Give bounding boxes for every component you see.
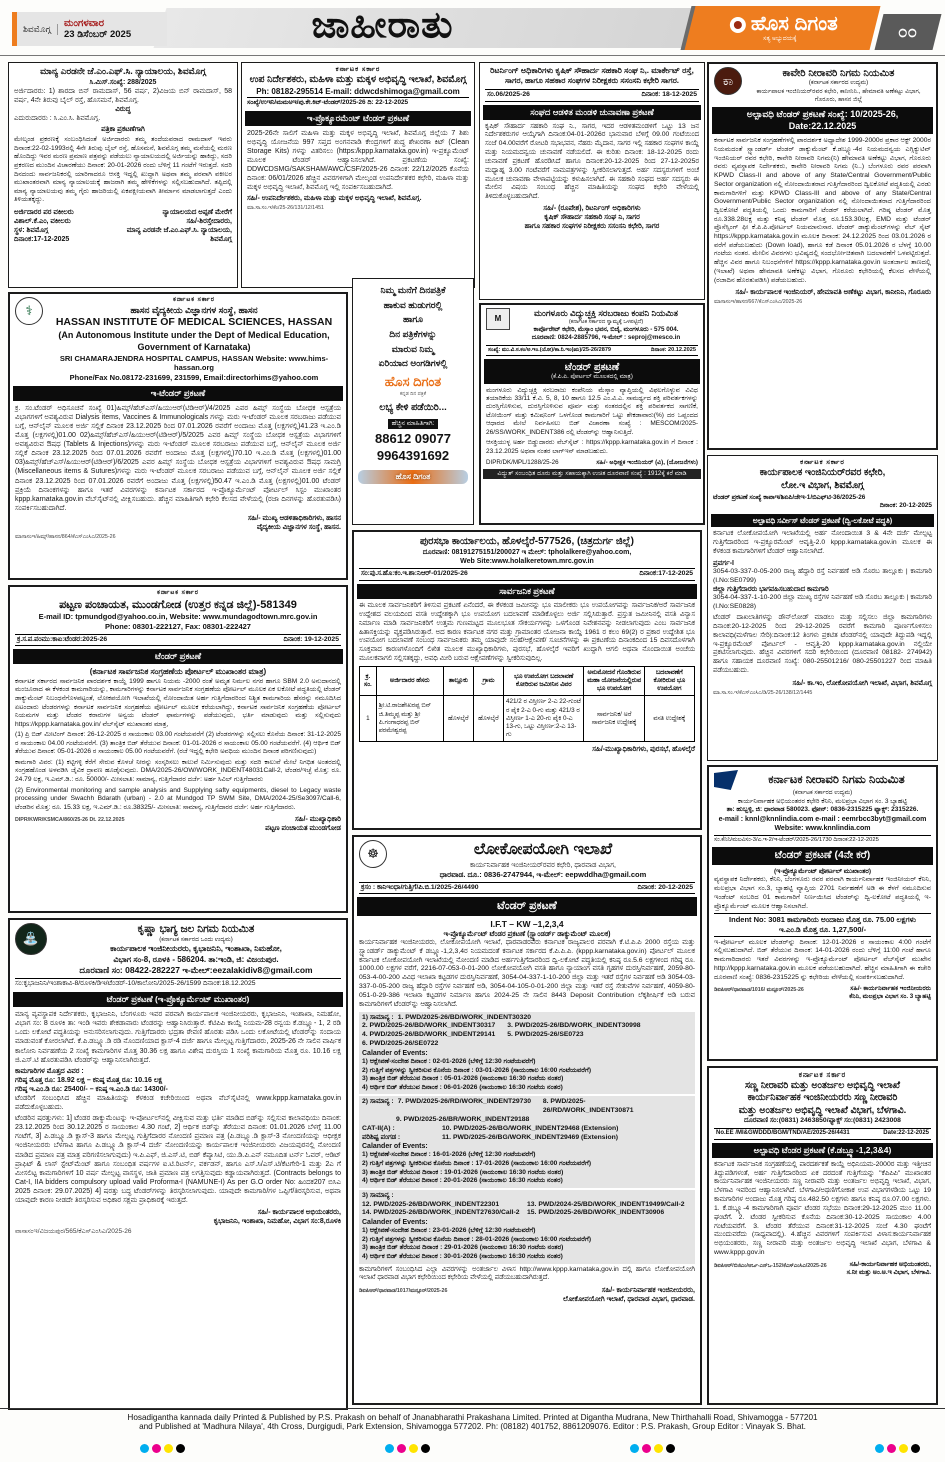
masthead-name: ಹೊಸ ದಿಗಂತ xyxy=(750,13,838,35)
hims-gov: ಕರ್ನಾಟಕ ಸರ್ಕಾರ xyxy=(173,297,215,303)
mibgm-gov: ಕರ್ನಾಟಕ ಸರ್ಕಾರ xyxy=(798,1072,847,1079)
wcd-gov: ಕರ್ನಾಟಕ ಸರ್ಕಾರ xyxy=(335,66,381,73)
cmyk-registration-marks xyxy=(875,1444,920,1453)
knnl-name: ಕರ್ನಾಟಕ ನೀರಾವರಿ ನಿಗಮ ನಿಯಮಿತ xyxy=(768,773,905,786)
magenta-dot xyxy=(152,1444,161,1453)
group-label: 1) ಸಾಮಾನ್ಯ : xyxy=(362,1013,394,1021)
cal-line: 4) ಆರ್ಥಿಕ ಬಿಡ್ ತೆರೆಯುವ ದಿನಾಂಕ : 30-01-2026 (ಸಾಯಂಕಾಲ 16:30 ಗಂಟೆಯ ನಂತರ) xyxy=(362,1252,563,1260)
knnl-sub2: ಕಾರ್ಯನಿರ್ವಾಹಕ ಅಭಿಯಂತರರ ಕಛೇರಿ ಕೆನಿನಿ, ಮಲಪ್ರಭಾ ವಿಭಾಗ ಸಂ. 3 ಬ್ಯಾಹಟ್ಟಿ xyxy=(737,797,908,805)
table-row: 1 ಶ್ರೀ.ಟಿ.ರಾಜಶೇಖರಪ್ಪ ಬಿನ್ ಜಿ.ತಿಮ್ಮಪ್ಪ ಮತ್ತು ಶ್ರೀ ಪಿ.ಗಂಗಾಧರಪ್ಪ ಬಿನ್ ಪರಮೇಶ್ವರಪ್ಪ ಹೊಳಲ್ಕೆರೆ ಹೊಳಲ್ಕೆರೆ 421/2 ರ ವಿಸ್ತೀರ್ಣ 2-ಎ 22-ಗುಂಟೆ ರ ಪೈಕಿ 2-ಎ 0-ಗು ಮತ್ತು 421/3 ರ ವಿಸ್ತೀರ್ಣ 1-ಎ 20-ಗು ಪೈಕಿ 0-ಎ 13-ಗು, ಒಟ್ಟು ವಿಸ್ತೀರ್ಣ:2-ಎ 13-ಗು ಸಾರ್ವಜನಿಕ/ ಅರೆ ಸಾರ್ವಜನಿಕ ಉದ್ದೇಶಕ್ಕೆ ವಸತಿ ಉದ್ದೇಶಕ್ಕೆ xyxy=(360,696,695,742)
holalkere-col: ಬದಲಾವಣೆಗೆ ಕೋರಿರುವ ಭೂ ಉಪಯೋಗ xyxy=(644,666,694,696)
knnl-highlight2: ಇ.ಎಂ.ಡಿ ಮೊತ್ತ ರೂ. 1,27,500/- xyxy=(714,925,931,937)
court-title: ಮಾನ್ಯ ಎರಡನೇ ಜೆ.ಎಂ.ಎಫ್.ಸಿ. ನ್ಯಾಯಾಲಯ, ಶಿವಮೊಗ್ಗ xyxy=(40,66,206,76)
kbjnl-code: ವಾಸಾಸಂಇ/ವಿಜಯಪುರ/565/ಕೆಎಸ್‌ಎಂಸಿಎ/2025-26 xyxy=(15,1228,132,1236)
housead-info-label: ಹೆಚ್ಚಿನ ಮಾಹಿತಿಗಾಗಿ: xyxy=(388,419,439,429)
cmyk-registration-marks xyxy=(140,1444,185,1453)
page-header xyxy=(0,0,945,56)
pwddwd-body: ಕಾರ್ಯನಿರ್ವಾಹಕ ಇಂಜಿನೀಯರರು, ಲೋಕೋಪಯೋಗಿ ಇಲಾಖೆ, ಧಾರವಾಡರವರು ಕರ್ನಾಟಕ ರಾಜ್ಯಪಾಲರ ಪರವಾಗಿ ಕೆ.ಟಿ.ಪಿ.ಪಿ 2000 ರಸ್ತೆಯ ಮತ್ತು ಸ್ಟ್ಯಾಂಡರ್ಡ್ ಡಾಕ್ಯುಮೆಂಟ್ ಕೆ ಡಬ್ಲ್ಯೂ-1,2,3,4ರ ನಿಯಮದಂತೆ ಕರ್ನಾಟಕ ಸರ್ಕಾರದ ಕೆ.ಪಿ.ಪಿ.ಪಿ. (kppp.karnataka.gov.in) ಪೋರ್ಟಲ್ ಮೂಲಕ ಕರ್ನಾಟಕ ಲೋಕೋಪಯೋಗಿ ಇಲಾಖೆಯಲ್ಲಿ ನೋಂದಣಿ ಮಾಡಿದ ಅರ್ಹಗುತ್ತಿಗೆದಾರರಿಂದ ದ್ವಿ-ಲಕೋಟೆ ಪದ್ಧತಿಯಲ್ಲಿ ಕನಿಷ್ಠ ರೂ.5.6 ಲಕ್ಷಗಳಿಂದ ಗರಿಷ್ಠ ರೂ. 1000.00 ಲಕ್ಷಗಳ ವರೆಗೆ, 2216-07-053-0-01-200 ಲೋಕೋಪಯೋಗಿ ವಸತಿ ಹಾಗೂ ನ್ಯಾಯಾಂಗ ವಸತಿ ಗೃಹಗಳ ದುರಸ್ತಿ/ನಿರ್ವಹಣೆ, 2059-80-053-4-00-200 ವಿವಿಧ ಇಲಾಖಾ ಕಟ್ಟಡಗಳ ದುರಸ್ತಿ/ನಿರ್ವಹಣೆ, 3054-04-337-1-10-200 ಜಿಲ್ಲಾ ಮತ್ತು ಇತರೆ ರಸ್ತೆಗಳ ನಿರ್ವಹಣೆ ಅಡಿ 3054-03-337-0-05-200 ರಾಜ್ಯ ಹೆದ್ದಾರಿ ರಸ್ತೆಗಳ ನಿರ್ವಹಣೆ ಅಡಿ, 3054-04-105-0-01-200 ಜಿಲ್ಲಾ ಮತ್ತು ಇತರೆ ರಸ್ತೆ ಸೇತುವೆಗಳ ನಿರ್ವಹಣೆ, 4059-80-051-0-29-386 ಇಲಾಖಾ ಕಟ್ಟಡಗಳ ನಿರ್ಮಾಣ ಹಾಗೂ 2024-25 ನೇ ಸಾಲಿನ 8443 Deposit Contribution ಲೆಕ್ಕಶೀರ್ಷಿಕೆ ಅಡಿ ಬರುವ ಕಾಮಗಾರಿಗಳಿಗೆ ಟೆಂಡರ್‌ನ್ನು ಆಹ್ವಾನಿಸಲಾಗಿದೆ. xyxy=(359,938,695,1008)
mundgod-code: DIPR/KWR/KSMCA/860/25-26 Dt. 22.12.2025 xyxy=(15,817,125,824)
work-indent: 6. PWD/2025-26/SE0722 xyxy=(362,1040,439,1048)
cauvery-name: ಕಾವೇರಿ ನೀರಾವರಿ ನಿಗಮ ನಿಯಮಿತ xyxy=(782,68,895,79)
mundgod-bar: ಟೆಂಡರ್ ಪ್ರಕಟಣೆ xyxy=(13,649,343,664)
pwdsmg-dept1: ಕಾರ್ಯಪಾಲಕ ಇಂಜಿನಿಯರ್‌ರವರ ಕಛೇರಿ, xyxy=(759,467,886,479)
election-body: ಕೃಷಿಕ್ ಸೌಹಾರ್ದ ಸಹಕಾರಿ ಸಂಘ ನಿ., ಸಾಗರ, ಇದರ ಆಡಳಿತಮಂಡಳಿಗೆ ಒಟ್ಟು 13 ಜನ ನಿರ್ದೇಶಕರುಗಳ ಆಯ್ಕೆಗಾಗಿ ದಿನಾಂಕ:04-01-2026ರ ಭಾನುವಾರ ಬೆಳಿಗ್ಗೆ 09.00 ಗಂಟೆಯಿಂದ ಸಂಜೆ 04.00ವರೆಗೆ ರೋಟರಿ ಸಭಾಭವನ, ನೆಹರು ಮೈದಾನ, ಸಾಗರ ಇಲ್ಲಿ ಸಹಕಾರ ಸಂಘಗಳ ಕಾಯ್ದೆ ಮತ್ತು ನಿಯಮದನ್ವಯ ಚುನಾವಣೆ ನಡೆಯಲಿದೆ. ಈ ಕುರಿತು ದಿನಾಂಕ: 18-12-2025 ರಂದು ಚುನಾವಣೆ ಪ್ರಕಟಣೆ ಹೊರಡಿಸಿದೆ ಹಾಗೂ ದಿನಾಂಕ:20-12-2025 ರಿಂದ 27-12-2025ರ ಮಧ್ಯಾಹ್ನ 3.00 ಗಂಟೆವರೆಗೆ ನಾಮಪತ್ರಗಳನ್ನು ಸ್ವೀಕರಿಸಲಾಗುತ್ತದೆ. ಅರ್ಹ ಸದಸ್ಯರುಗಳಿಗೆ ಅಂಚೆ ಮೂಲಕ ಚುನಾವಣಾ ವೇಳಾಪಟ್ಟಿಯನ್ನು ಕಳುಹಿಸಲಾಗಿದೆ. ಈ ಸಹಕಾರಿ ಸಂಘದ ಅರ್ಹ ಸದಸ್ಯರು ಈ ಮೇಲಿನ ವಿಷಯ ಸಂಬಂಧ ಹೆಚ್ಚಿನ ಮಾಹಿತಿಯನ್ನು ಸಂಘದ ಕಛೇರಿ ವೇಳೆಯಲ್ಲಿ ತಿಳಿದುಕೊಳ್ಳಬಹುದಾಗಿದೆ. xyxy=(485,122,699,201)
election-sig3: ಹಾಗೂ ಸಹಕಾರ ಸಂಘಗಳ ನಿರೀಕ್ಷಕರು ಸಸಂಸನಿ ಕಛೇರಿ, ಸಾಗರ xyxy=(524,223,660,231)
work-indent: 5. PWD/2025-26/SE0723 xyxy=(507,1031,584,1039)
masthead-tagline: ಸತ್ಯ ಅಭ್ಯುದಯಕ್ಕೆ xyxy=(762,36,797,42)
hosadigantha-logo-icon xyxy=(729,17,745,33)
knnl-p1: ವ್ಯವಸ್ಥಾಪಕ ನಿರ್ದೇಶಕರು, ಕೆನಿನಿ, ಬೆಂಗಳೂರು ರವರ ಪರವಾಗಿ ಕಾರ್ಯನಿರ್ವಾಹಕ ಇಂಜಿನೀಯರ್ ಕೆನಿನಿ, ಮಲಪ್ರಭಾ ವಿಭಾಗ ಸಂ.3, ಬ್ಯಾಹಟ್ಟಿ ವ್ಯಾಪ್ತಿಯ 2701 ನಿರ್ವಹಣೆಗೆ ಅಡಿ ಈ ಕೆಳಗೆ ನಮೂದಿಸುವ ಇಂಡೆಂಟ್ ಸಂಬರಿದ 01 ಕಾಮಗಾರಿಗೆ ನಿರ್ಣಯಿಸಿದ ಟೆಂಡರ್‌ನ್ನು ದ್ವಿ-ಲಕೋಟೆ ಪದ್ಧತಿಯಲ್ಲಿ ಇ-ಪ್ರೊಕ್ಯೂರ್ಮೆಂಟ್ ಮೂಲಕ ಆಹ್ವಾನಿಸಲಾಗಿದೆ. xyxy=(714,876,931,910)
cal-line: 4) ಆರ್ಥಿಕ ಬಿಡ್ ತೆರೆಯುವ ದಿನಾಂಕ : 06-01-2026 (ಸಾಯಂಕಾಲ 16:30 ಗಂಟೆಯ ನಂತರ) xyxy=(362,1083,563,1091)
holalkere-ref-date: ದಿನಾಂಕ:17-12-2025 xyxy=(639,570,693,578)
kbjnl-sub3: ವಿಭಾಗ ಸಂ-8, ರೂಳಕಿ - 586204. ತಾ:ಇಂಡಿ, ಜಿ: ವಿಜಯಪುರ. xyxy=(113,954,279,964)
holalkere-bar: ಸಾರ್ವಜನಿಕ ಪ್ರಕಟಣೆ xyxy=(357,584,697,599)
mundgod-contact2: Phone: 08301-222127, Fax: 08301-222427 xyxy=(105,621,251,631)
work-indent: 15. PWD/2025-26/BD/WORK_INDENT30906 xyxy=(527,1209,665,1217)
housead-line: ಏರಿಯಾದ ಅಂಗಡಿಗಳಲ್ಲಿ xyxy=(378,358,448,369)
cal-title: Calander of Events: xyxy=(362,1143,428,1151)
pwdsmg-cat: ಪ್ರವರ್ಗ-I xyxy=(713,559,734,567)
work-indent: 9. PWD/2025-26/BR/WORK_INDENT29188 xyxy=(396,1115,530,1123)
mibgm-code: ಡಿಐಪಿಆರ್/ಬಿಜಿಎಂ/ಆರ್ಒ-ಎನ್ಒ-152/ಕೆಎಸ್ಎಂಸಿಎ/2025-26 xyxy=(714,1262,827,1269)
cmyk-registration-marks xyxy=(385,1444,430,1453)
pwddwd-name: ಲೋಕೋಪಯೋಗಿ ಇಲಾಖೆ xyxy=(473,841,613,858)
mescom-sub1: (ಕರ್ನಾಟಕ ಸರ್ಕಾರದ ಸ್ವಾಮ್ಯಕ್ಕೆ ಒಳಪಟ್ಟಿದೆ) xyxy=(568,319,644,326)
st-label: ಪರಿಶಿಷ್ಟ ಪಂಗಡ : xyxy=(362,1133,401,1141)
cal-line: 1) ಆಕ್ಷೇಪಣೆ-ಸಂದೇಹ ದಿನಾಂಕ : 23-01-2026 (ಬೆಳಿಗ್ಗೆ 12:30 ಗಂಟೆಯವರೆಗೆ) xyxy=(362,1227,536,1235)
ad-election-notice xyxy=(479,62,705,300)
court-versus: ವಿರುದ್ಧ xyxy=(115,105,131,113)
cal-line: 1) ಆಕ್ಷೇಪಣೆ-ಸಂದೇಹ ದಿನಾಂಕ : 16-01-2026 (ಬೆಳಿಗ್ಗೆ 12:30 ಗಂಟೆಯವರೆಗೆ) xyxy=(362,1151,536,1159)
hims-en-sub: (An Autonomous Institute under the Dept of Medical Education, Government of Karnataka) xyxy=(58,330,330,352)
knnl-bar-sub: (ಇ-ಪ್ರೊಕ್ಯೂರ್ಮೆಂಟ್ ಪೋರ್ಟಲ್ ಮುಖಾಂತರ) xyxy=(774,868,871,876)
work-indent: 3. PWD/2025-26/BD/WORK_INDENT30998 xyxy=(507,1022,641,1030)
kbjnl-sig: ಸಹಿ/- ಕಾರ್ಯಪಾಲಕ ಅಭಿಯಂತರರು, ಕೃಭಾಜನಿನಿ, ಇಂಶಾಖಾ, ನಿಮಹೋ, ವಿಭಾಗ ಸಂ:8,ರೂಳಕಿ xyxy=(213,1209,341,1226)
kbjnl-bar: ಟೆಂಡರ್ ಪ್ರಕಟಣೆ (ಇ-ಪ್ರೊಕ್ಯೂರ್ಮೆಂಟ್ ಮುಖಾಂತರ) xyxy=(13,992,343,1007)
mescom-body: ಮಂಗಳೂರು ವಿದ್ಯುಚ್ಛಕ್ತಿ ಸರಬರಾಜು ಕಂಪೆನಿಯ ಮೆಸ್ಕಾಂ ವ್ಯಾಪ್ತಿಯಲ್ಲಿ ವಿಫಲಗೊಳ್ಳುವ ವಿವಿಧ ತಯಾರಿಕೆಯ 33/11 ಕೆ.ವಿ. 5, 8, 10 ಹಾಗೂ 12.5 ಎಂ.ವಿ.ಎ. ಸಾಮರ್ಥ್ಯದ ಶಕ್ತಿ ಪರಿವರ್ತಕಗಳನ್ನು ದುರಸ್ತಿಗೊಳಿಸುವ, ದುರಸ್ತಿಗೊಳಿಸುವ ಪೂರ್ವ ಮತ್ತು ನಂತರದಲ್ಲಿನ ಶಕ್ತಿ ಪರಿವರ್ತಕದ ಸಾಗಣಿಕೆ, ಟೋಯಿಂಗ್ ಮತ್ತು ಕಮಿಷನಿಂಗ್ ಒಳಗೊಂಡ ಕಾಮಗಾರಿಗೆ ಒಟ್ಟು ಶೇಕಡಾವಾರು(%) ದರ ಒಪ್ಪಂದದ ಆಧಾರದ ಮೇಲೆ ನಿರ್ವಹಿಸಲು ಬಿಡ್ ವಿಚಾರಣಾ ಸಂಖ್ಯೆ : MESCOM/2025-26/SS/WORK_INDENT386 ರಲ್ಲಿ ಟೆಂಡರ್‌ನ್ನು ಆಹ್ವಾನಿಸುತ್ತಿದೆ. xyxy=(486,386,698,436)
holalkere-col: ಕ್ರ. ಸಂ. xyxy=(360,666,377,696)
knnl-sub3: ತಾ: ಹುಬ್ಬಳ್ಳಿ, ಜಿ: ಧಾರವಾಡ 580023. ಫೋನ್: 0836-2315225 ಫ್ಯಾಕ್ಸ್: 2315226. xyxy=(726,806,919,814)
cal-line: 1) ಆಕ್ಷೇಪಣೆ-ಸಂದೇಹ ದಿನಾಂಕ : 02-01-2026 (ಬೆಳಿಗ್ಗೆ 12:30 ಗಂಟೆಯವರೆಗೆ) xyxy=(362,1057,536,1065)
cauvery-body: ಕರ್ನಾಟಕ ಸಾರ್ವಜನಿಕ ಸಂಗ್ರಹಣೆಗಳಲ್ಲಿ ಪಾರದರ್ಶಕ ಅಧ್ಯಾದೇಶ 1999-2000ರ ಪ್ರಕಾರ ಆಕ್ಟ್ 2000ರ ನಿಯಮದಂತೆ ಸ್ಟ್ಯಾಂಡರ್ಡ್ ಟೆಂಡರ್ ಡಾಕ್ಯುಮೆಂಟ್ ಕೆ.ಡಬ್ಲ್ಯೂ-4ರ ನಿಯಮದನ್ವಯ ಎಗ್ಸಿಕ್ಯುಟಿವ್ ಇಂಜಿನಿಯರ್ ರವರ ಕಛೇರಿ, ಕಾವೇರಿ ನೀರಾವರಿ ನಿಗಮ(ನಿ) ಹೇಮಾವತಿ ಅಣೆಕಟ್ಟು ವಿಭಾಗ, ಗೊರೂರು ರವರು ವ್ಯವಸ್ಥಾಪಕ ನಿರ್ದೇಶಕರು, ಕಾವೇರಿ ನೀರಾವರಿ ನಿಗಮ (ನಿ..) ಬೆಂಗಳೂರು ರವರ ಪರವಾಗಿ KPWD Class-II and above of any State/Central Government/Public Sector organization ನಲ್ಲಿ ನೋಂದಾಯಿತರಾದ ಗುತ್ತಿಗೆದಾರರಿಂದ ದ್ವಿಲಕೋಟೆ ಪದ್ಧತಿಯಲ್ಲಿ ಎರಡು ಕಾಮಗಾರಿಗಳಿಗೆ ಮತ್ತು KPWD Class-III and above of any State/Central Government/Public Sector organization ನಲ್ಲಿ ನೋಂದಾಯಿತರಾದ ಗುತ್ತಿಗೆದಾರರಿಂದ ದ್ವಿಲಕೋಟೆ ಪದ್ಧತಿಯಲ್ಲಿ ಒಂದು ಕಾಮಗಾರಿಗೆ ಟೆಂಡರ್ ಕರೆಯಲಾಗಿದೆ. ಗರಿಷ್ಠ ಟೆಂಡರ್ ಮೊತ್ತ ರೂ.338.28ಲಕ್ಷ ಮತ್ತು ಕನಿಷ್ಠ ಟೆಂಡರ್ ಮೊತ್ತ ರೂ.153.30ಲಕ್ಷ, EMD ಮತ್ತು ಟೆಂಡರ್ ಪ್ರೊಸೆಸ್ಸಿಂಗ್ ಫೀ ಕೆ.ಪಿ.ಪಿ.ಪೋರ್ಟಲ್ ನಿಯಮಾನುಸಾರ. ಟೆಂಡರ್ ಡಾಕ್ಯುಮೆಂಟ್‌ಗಳನ್ನು ವೆಬ್ ಸೈಟ್ https://kppp.karnataka.gov.in ಮೂಲಕ ದಿನಾಂಕ: 24.12.2025 ರಿಂದ 03.01.2026 ರ ವರೆಗೆ ಪಡೆಯಬಹುದು (Down load), ಹಾಗೂ ಕಡೆ ದಿನಾಂಕ 05.01.2026 ರ ಬೆಳಗ್ಗೆ 10.00 ಗಂಟೆಯ ನಂತರ. ಮೇಲಿನ ವಿವರಗಳು ಭವಿಷ್ಯದಲ್ಲಿ ಸಂದರ್ಭೋಚಿತವಾಗಿ ಬದಲಾವಣೆಗೆ ಒಳಪಟ್ಟಿರುತ್ತದೆ. ಹೆಚ್ಚಿನ ವಿವರ ಹಾಗೂ ನಿಬಂಧನೆಗಳಿಗೆ https://kppp.karnataka.gov.in ಅಂತರ್ಜಾಲ ತಾಣದಲ್ಲಿ (ಇಲಾಖೆ) ಅಥವಾ ಹೇಮಾವತಿ ಅಣೆಕಟ್ಟು ವಿಭಾಗ, ಗೊರೂರು ಕಛೇರಿಯಲ್ಲಿ ಕೆಲಸದ ವೇಳೆಯಲ್ಲಿ (ರಜಾದಿನ ಹೊರತುಪಡಿಸಿ) ಪಡೆಯಬಹುದು. xyxy=(714,137,931,284)
pwdsmg-note1: ಜಿಲ್ಲಾ ಗುತ್ತಿಗೆದಾರರು ಭಾಗವಹಿಸಬಹುದಾದ ಕಾಮಗಾರಿ xyxy=(713,585,829,593)
election-ref-no: ಸಂ.06/2025-26 xyxy=(487,90,530,98)
holalkere-title: ಪುರಸಭಾ ಕಾರ್ಯಾಲಯ, ಹೊಳಲ್ಕೆರೆ-577526, (ಚಿತ್ರದುರ್ಗ ಜಿಲ್ಲೆ) xyxy=(420,536,634,547)
edition-city: ಶಿವಮೊಗ್ಗ xyxy=(17,24,58,35)
page-title: ಜಾಹೀರಾತು xyxy=(311,4,454,45)
mescom-bar: ಟೆಂಡರ್ ಪ್ರಕಟಣೆ (ಕೆ.ಪಿ.ಪಿ. ಪೋರ್ಟಲ್ ಮೂಲಕದಲ್ಲಿ ಮಾತ್ರ) xyxy=(484,359,700,384)
ad-pwd-dharwad xyxy=(352,835,702,1405)
pwdsmg-p2: ಟೆಂಡರ್ ದಾಖಲಾತಿಗಳನ್ನು ಡೌನ್‌ಲೋಡ್ ಮಾಡಲು ಮತ್ತು ಸಲ್ಲಿಸಲು ಜಿಲ್ಲಾ ಕಾಮಗಾರಿಗಳು ದಿನಾಂಕ:20-12-2025 ರಿಂದ 29-12-2025 ರವರೆಗೆ ಕಾಮಗಾರಿ ಪೂರ್ಣಗೊಳಿಸಲು ಕಾಲಾವಧಿ(ಮಳೆಗಾಲ ಸೇರಿ):ದಿನಾಂಕ:12 ತಿಂಗಳು ಪ್ರಕಟಿತ ಟೆಂಡರ್‌ನಲ್ಲಿ ಯಾವುದೇ ತಿದ್ದುಪಡಿ ಇದ್ದಲ್ಲಿ ಇ-ಪ್ರಕ್ಯೂರಮೆಂಟ್ ಪೋರ್ಟಲ್ - ಆವೃತ್ತಿ-20 kppp.karnataka.gov.in ನಲ್ಲಿಯೇ ಪ್ರಕಟಿಸಲಾಗುವುದು. ಹೆಚ್ಚಿನ ವಿವರಗಳಿಗೆ ಸದರಿ ಕಛೇರಿಯಿಂದ (ದೂರವಾಣಿ 08182- 274942) ಹಾಗೂ ಸಹಾಯಕ ದೂರವಾಣಿ ಸಂಖ್ಯೆ: 080-25501216/ 080-25501227 ರಿಂದ ಮಾಹಿತಿ ಪಡೆಯಬಹುದು. xyxy=(713,614,932,675)
court-respondents: ಎದುರುದಾರರು : ಸಿ.ಎಂ.ಸಿ. ಶಿವಮೊಗ್ಗ. xyxy=(14,115,101,123)
hims-campus: SRI CHAMARAJENDRA HOSPITAL CAMPUS, HASSAN Website: www.hims-hassan.org xyxy=(59,353,329,373)
knnl-sub4: e-mail : knnl@knnlindia.com e-mail : eemrbcc3byt@gmail.com xyxy=(718,815,927,823)
kbjnl-sub4: ದೂರವಾಣಿ ಸಂ: 08422-282227 ಇ-ಮೇಲ್:eezalakidiv8@gmail.com xyxy=(79,965,313,976)
kbjnl-logo-icon: ⛲ xyxy=(15,923,47,955)
pwddwd-sub2: ಧಾರವಾಡ. ದೂ.: 0836-2747944, ಇ-ಮೇಲ್: eepwddha@gmail.com xyxy=(439,869,647,879)
knnl-sub1: (ಕರ್ನಾಟಕ ಸರ್ಕಾರದ ಉದ್ಯಮ) xyxy=(792,790,853,796)
mescom-sub3: ದೂರವಾಣಿ: 0824-2885796, ಇ-ಮೇಲ್ : seproj@mesco.in xyxy=(531,334,681,342)
pwddwd-sig: ಸಹಿ/- ಕಾರ್ಯನಿರ್ವಾಹಕ ಇಂಜಿನೀಯರರು, ಲೋಕೋಪಯೋಗಿ ಇಲಾಖೆ, ಧಾರವಾಡ ವಿಭಾಗ, ಧಾರವಾಡ. xyxy=(563,1287,695,1304)
wcd-title: ಉಪ ನಿರ್ದೇಶಕರು, ಮಹಿಳಾ ಮತ್ತು ಮಕ್ಕಳ ಅಭಿವೃದ್ಧಿ ಇಲಾಖೆ, ಶಿವಮೊಗ್ಗ xyxy=(249,74,467,86)
knnl-logo-icon xyxy=(714,770,738,790)
mescom-sub2: ಕಾರ್ಪೊರೇಟ್ ಕಛೇರಿ, ಮೆಸ್ಕಾಂ ಭವನ, ಬಿಜೈ, ಮಂಗಳೂರು - 575 004. xyxy=(533,326,679,334)
mundgod-contact1: E-mail ID: tpmundgod@yahoo.co.in, Website: www.mundagodtown.mrc.gov.in xyxy=(38,612,318,622)
mibgm-dept2: ಕಾರ್ಯನಿರ್ವಾಹಕ ಇಂಜಿನೀಯರರು ಸಣ್ಣ ನೀರಾವರಿ xyxy=(747,1092,898,1104)
hims-logo-icon: ⚕ xyxy=(15,297,43,325)
pwddwd-ift: I.F.T – KW –1,2,3,4 xyxy=(490,918,564,929)
holalkere-col: ಅರ್ಜಿದಾರರ ಹೆಸರು xyxy=(376,666,443,696)
page-number: ೦೦ xyxy=(898,22,918,41)
election-ref-date: ದಿನಾಂಕ: 18-12-2025 xyxy=(641,90,697,98)
kbjnl-p1: ಮಾನ್ಯ ವ್ಯವಸ್ಥಾಪಕ ನಿರ್ದೇಶಕರು, ಕೃಭಾಜನಿನಿ, ಬೆಂಗಳೂರು ಇವರ ಪರವಾಗಿ ಕಾರ್ಯಪಾಲಕ ಇಂಜಿನೀಯರರು, ಕೃಭಾಜನಿನಿ, ಇಂಶಾಖಾ, ನಿಮಹೋ, ವಿಭಾಗ ಸಂ: 8 ರೂಳಕಿ ತಾ: ಇಂಡಿ ಇವರು ಶೇಕಡಾವಾರು ಟೆಂಡರನ್ನು ಆಹ್ವಾನಿಸಿರುತ್ತಾರೆ. ಕೆಟಿಪಿಪಿ ಕಾಯ್ದೆ ನಿಯಮ-28 ರನ್ವಯ ಕೆ.ಡಬ್ಲ್ಯೂ- 1, 2 ರಡಿ ಒಂದು ಲಕೋಟೆ ಪದ್ಧತಿಯನ್ನು ಅನುಸರಿಸಲಾಗುವುದು. ಗುತ್ತಿಗೆದಾರರು ಭದ್ರತಾ ಠೇವಣಿ ಹೊರತು ಪಡಿಸಿ ಒಂದು ಲಕೋಟೆಯಲ್ಲಿ ಟೆಂಡರ್‌ನ್ನು ಸಂದಾಯ ಮಾಡುವಂತೆ ಕೋರಲಾಗಿದೆ. ಕೆ.ಪಿ.ಡಬ್ಲ್ಯೂ.ಡಿ ರಡಿ ನೊಂದಣಿಯಾದ ಕ್ಲಾಸ್-4 ದರ್ಜೆ ಹಾಗೂ ಮೇಲ್ಪಟ್ಟ ಗುತ್ತಿಗೆದಾರರು, 2025-26 ನೇ ಸಾಲಿನ ವಾರ್ಷಿಕ ಕಾಲೋನಿ ನಿರ್ವಹಣೆಯ 2 ಸಂಖ್ಯೆ ಕಾಮಗಾರಿಗಳ ಮೊತ್ತ 30.36 ಲಕ್ಷ ಹಾಗೂ ವಿಶೇಷ ದುರಸ್ತಿಯ 1 ಸಂಖ್ಯೆ ಕಾಮಗಾರಿಯ ಮೊತ್ತ ರೂ. 10.16 ಲಕ್ಷ ಜಿ.ಎಸ್.ಟಿ ಹೊರತುಪಡಿಸಿ ಟೆಂಡರ್‌ನ್ನು ಆಹ್ವಾನಿಸಲಾಗಿರುತ್ತದೆ. xyxy=(15,1011,341,1064)
mescom-code: DIPR/DK/MPL/1288/25-26 xyxy=(486,459,559,467)
mibgm-ref-no: No.EE /MI&GWDDD/BGM/TND/AE/2025-26/4431 xyxy=(716,1129,850,1136)
pwdsmg-date: ದಿನಾಂಕ: 20-12-2025 xyxy=(879,502,932,510)
ad-holalkere-notice xyxy=(352,530,702,830)
ad-court-notice xyxy=(8,62,238,288)
holalkere-table xyxy=(359,666,695,742)
holalkere-body: ಈ ಮೂಲಕ ಸಾರ್ವಜನಿಕರಿಗೆ ತಿಳಿಸುವ ಪ್ರಕಟಣೆ ಏನೆಂದರೆ, ಈ ಕೆಳಕಂಡ ಜಮೀನನ್ನು ಭೂ ಮಾಲೀಕರು ಭೂ ಉಪಯೋಗವನ್ನು ಸಾರ್ವಜನಿಕ/ಅರೆ ಸಾರ್ವಜನಿಕ ಉದ್ದೇಶದ ವಲಯದಿಂದ ವಸತಿ ಉದ್ದೇಶಕ್ಕಾಗಿ ಭೂ ಉಪಯೋಗ ಬದಲಾವಣೆ ಮಾಡಿಕೊಳ್ಳಲು ಅರ್ಜಿ ಸಲ್ಲಿಸಿರುತ್ತಾರೆ. ಪ್ರಸ್ತುತ ಜಮೀನಿನಲ್ಲಿ ವಸತಿ ವಿನ್ಯಾಸ ನಿರ್ಮಾಣ ಮಾಡಿ ಸಾರ್ವಜನಿಕರಿಗೆ ಉತ್ತಮ ಗುಣಮಟ್ಟದ ಮೂಲಭೂತ ಸೌಕರ್ಯಗಳನ್ನು ಒಳಗೊಂಡ ನಿವೇಶನವನ್ನು ನೀಡಲಾಗುವುದು ಎಂಬ ಸಾರ್ವಜನಿಕ ಹಿತಾಸಕ್ತಿಯನ್ನು ವ್ಯಕ್ತಪಡಿಸಿರುತ್ತಾರೆ. ಅದ ಕಾರಣ ಕರ್ನಾಟಕ ನಗರ ಮತ್ತು ಗ್ರಾಮಾಂತರ ಯೋಜನಾ ಕಾಯ್ದೆ 1961 ರ ಕಲಂ 69(2) ರ ಪ್ರಕಾರ ಉದ್ದೇಶಿತ ಭೂ ಉಪಯೋಗ ಬದಲಾವಣೆ ಸಂಬಂಧ ಸಾರ್ವಜನಿಕರು ತಮ್ಮ ಯಾವುದೇ ಸಲಹೆ/ಆಕ್ಷೇಪಣೆ/ ಸೂಚನೆಗಳನ್ನು ಈ ಪ್ರಕಟಣೆಯ ದಿನಾಂಕದಿಂದ 15 ದಿವಸದೊಳಗಾಗಿ ಸೂಕ್ತವಾದ ಕಾರಣಗಳೊಂದಿಗೆ ಲಿಖಿತ ಮೂಲಕ ಮುಖ್ಯಾಧಿಕಾರಿಗಳು, ಪುರಸಭೆ, ಹೊಳಲ್ಕೆರೆ ಇವರಿಗೆ ಖುದ್ದಾಗಿ ಆಗಲಿ ಅಥವಾ ನೊಂದಾಯಿತ ಅಂಚೆಯ ಮೂಲಕವಾಗಲಿ ಸಲ್ಲಿಸತಕ್ಕದ್ದು, ಅವಧಿ ಮೀರಿ ಬರುವ ಆಕ್ಷೇಪಣೆಗಳನ್ನು ಸ್ವೀಕರಿಸುವುದಿಲ್ಲ. xyxy=(359,602,695,663)
housead-line: ದಿನ ಪತ್ರಿಕೆಗಳನ್ನು xyxy=(389,329,437,340)
group-label: 3) ಸಾಮಾನ್ಯ : xyxy=(362,1191,394,1199)
kbjnl-sub1: (ಕರ್ನಾಟಕ ಸರ್ಕಾರದ ಒಂದು ಉದ್ಯಮ) xyxy=(159,936,233,943)
pwddwd-group2 xyxy=(359,1096,695,1187)
mescom-body2: ಆಸಕ್ತಿಯುಳ್ಳ ಅರ್ಹ ಬಿಡ್ಡುದಾರರು ವೆಬ್‌ಸೈಟ್ : https://kppp.karnataka.gov.in ಗೆ ದಿನಾಂಕ : 23.12.2025 ಅಥವಾ ನಂತರ ಲಾಗ್‌ಇನ್ ಮಾಡಬಹುದು. xyxy=(486,439,698,455)
cauvery-logo-icon: ಕಾ xyxy=(714,67,742,95)
knnl-ref: ಸಂ.ಕೆನಿನಿ/ಮಲವಿಸಂ-3/ಎ.ಇ-2/ಇ-ಟೆಂಡರ್/2025-26/1730 ದಿನಾಂಕ:22-12-2025 xyxy=(714,835,931,845)
cat2-label: CAT-II(A) : xyxy=(362,1124,395,1132)
kbjnl-amt-title: ಕಾಮಗಾರಿಗಳ ಮೊತ್ತದ ವಿವರ : xyxy=(15,1067,84,1075)
hims-kn-name: ಹಾಸನ ವೈದ್ಯಕೀಯ ವಿಜ್ಞಾನಗಳ ಸಂಸ್ಥೆ, ಹಾಸನ xyxy=(130,304,258,315)
mibgm-bar: ಅಲ್ಪಾವಧಿ ಟೆಂಡರ ಪ್ರಕಟಣೆ (ಕೆ.ಡಬ್ಲ್ಯೂ-1,2,3&4) xyxy=(712,1143,933,1158)
work-indent: 1. PWD/2025-26/BD/WORK_INDENT30320 xyxy=(397,1013,532,1021)
kbjnl-p3: ಟೆಂಡರಿನ ಷರತ್ತುಗಳು: 1] ಟೆಂಡರ ಡಾಕ್ಯುಮೆಂಟನ್ನು ಇ-ಪೋರ್ಟಲ್‌ನಲ್ಲಿ ವೀಕ್ಷಿಸುವ ಮತ್ತು ಭರ್ತಿ ಮಾಡಿದ ಬಿಡ್‌ನ್ನು ಸಲ್ಲಿಸುವ ಕಾಲಾವಧಿಯು ದಿನಾಂಕ: 23.12.2025 ರಿಂದ 30.12.2025 ರ ಸಾಯಂಕಾಲ 4.30 ಗಂಟೆ, 2] ಆರ್ಥಿಕ ಬಿಡ್‌ನ್ನು ತೆರೆಯುವ ದಿನಾಂಕ: 01.01.2026 ಬೆಳಗ್ಗೆ 11.00 ಗಂಟೆಗೆ, 3] ಪಿ.ಡಬ್ಲ್ಯೂ.ಡಿ ಕ್ಲಾಸ್-3 ಹಾಗೂ ಮೇಲ್ಪಟ್ಟ ಗುತ್ತಿಗೆದಾರರ ನೋಂದಣಿ ಪ್ರಮಾಣ ಪತ್ರ (ಪಿ.ಡಬ್ಲ್ಯೂ.ಡಿ ಕ್ಲಾಸ್-3 ನೋಂದಣಿಯನ್ನು ಆಧೀಕ್ಷಕ ಇಂಜಿನೀಯರರು ಬೆಳಗಾವಿ ಹಾಗೂ ಪಿ.ಡಬ್ಲ್ಯೂ.ಡಿ ಕ್ಲಾಸ್-4 ದರ್ಜೆ ನೋಂದಣಿಯನ್ನು ಕಾರ್ಯಪಾಲಕ ಇಂಜಿನೀಯರರು ವಿಜಯಪುರನಲ್ಲಿ ನೋಂದಣಿ ಮಾಡಿದ ಪ್ರಮಾಣ ಪತ್ರ ಮಾತ್ರ ಪರಿಗಣಿಸಲಾಗುವುದು) ಇ.ಪಿ.ಎಫ್, ಜಿ.ಎಸ್.ಟಿ, ಬಿಡ್ ಕೆಪ್ಯಾಸಿಟಿ, ಯು.ಡಿ.ಪಿ.ಎನ್ ನಮೂದಿತ ಟರ್ನ್ ಓವರ್, ಆಡಿಟ್ ಪ್ರಾಫಿಟ್ & ಲಾಸ್ ಸ್ಟೇಟ್‌ಮೆಂಟ್ ಹಾಗೂ ಸಂಬಂಧಿತ ವರ್ಷಗಳ ಐ.ಟಿ.ರಿಟರ್ನ್, ವರ್ಕಡನ್, ಹಾಗೂ ಎಸ್.ಸಿ/ಎಸ್.ಟಿ/ಕೆಟಗೇರಿ-1 ಮತ್ತು 2ಎ ಗೆ ಮೀಸಲಿಟ್ಟ ಕಾಮಗಾರಿಗಳಿಗೆ 10 ವರ್ಷ ಮೇಲ್ಪಟ್ಟ ವಾಸಸ್ಥಳ, ಜಾತಿ ಪ್ರಮಾಣ ಪತ್ರ ಲಗತ್ತಿಸುವುದು ಕಡ್ಡಾಯವಾಗಿರುತ್ತದೆ. (Contracts belongs to Cat-I, IIA bidders compulsory upload valid Proforma-I (NAMUNE-I) As per G.O order No: ಹಿಂದಕ207 ಬಿಸಿಎ 2025 ದಿನಾಂಕ: 29.07.2025) 4] ಷರತ್ತು ಬದ್ಧ ಟೆಂಡರ್‌ಗಳನ್ನು ತಿರಸ್ಕರಿಸಲಾಗುವುದು. ಯಾವುದೇ ಕಾಮಗಾರಿ/ಗಳ ಒಪ್ಪಿಗೆ/ತಿರಸ್ಕರಿಸುವ, ಅಥವಾ ಯಾವುದೇ ಕಾರಣ ನೀಡದೇ ತಿರಸ್ಕರಿಸುವ ಅಧಿಕಾರ ಸಕ್ಷಮ ಪ್ರಾಧಿಕಾರಕ್ಕೆ ಇರುತ್ತದೆ. xyxy=(15,1115,341,1205)
yellow-dot xyxy=(164,1444,173,1453)
hims-sig2: ವೈದ್ಯಕೀಯ ವಿಜ್ಞಾನಗಳ ಸಂಸ್ಥೆ, ಹಾಸನ. xyxy=(256,524,341,532)
cauvery-sub2: ಕಾರ್ಯಪಾಲಕ ಇಂಜಿನಿಯರ್‌ರವರ ಕಛೇರಿ, ಕಾನೀನಿನಿ., ಹೇಮಾವತಿ ಅಣೆಕಟ್ಟು ವಿಭಾಗ, ಗೊರೂರು, ಹಾಸನ ಜಿಲ್ಲೆ xyxy=(756,87,921,103)
holalkere-ref-no: ಸಂ:ಪು.ಸ.ಹೊ:ಕಂ.ಇ.ಶಾ:ನಿಆರ್-01/2025-26 xyxy=(361,570,468,578)
cal-line: 2) ಗುತ್ತಿಗೆ ಪತ್ರಗಳನ್ನು ಸ್ವೀಕರಿಸುವ ಕೊನೆಯ ದಿನಾಂಕ : 03-01-2026 (ಸಾಯಂಕಾಲ 16:00 ಗಂಟೆಯವರೆಗೆ) xyxy=(362,1066,592,1074)
cal-line: 4) ಆರ್ಥಿಕ ಬಿಡ್ ತೆರೆಯುವ ದಿನಾಂಕ : 20-01-2026 (ಸಾಯಂಕಾಲ 16:30 ಗಂಟೆಯ ನಂತರ) xyxy=(362,1177,563,1185)
pwddwd-bar: ಟೆಂಡರ್ ಪ್ರಕಟಣೆ xyxy=(357,897,697,915)
mescom-strip: ವಿದ್ಯುತ್ ಸಂಬಂಧಿತ ದೂರು ಮತ್ತು ಸಹಾಯಕ್ಕಾಗಿ ಉಚಿತ ದೂರವಾಣಿ ಸಂಖ್ಯೆ : 1912ಕ್ಕೆ ಕರೆ ಮಾಡಿ xyxy=(483,469,701,479)
housead-line: ಮಾರುವ ನಿಮ್ಮ xyxy=(391,343,435,354)
ad-hosadigantha-house xyxy=(352,278,474,525)
kbjnl-ref: ಸಂ:ಕೃಭಾಜನಿನಿ/ಇಂಶಾಕಾವಿ-8/ರೂಳಕಿ/ಡಿಇ/ಟೆಂಡರ್-10/ಕಾಲೋನಿ/2025-26/1599 ದಿನಾಂಕ:18.12.2025 xyxy=(15,978,341,989)
mescom-sig: ಸಹಿ/- ಅಧೀಕ್ಷಕ ಇಂಜಿನಿಯರ್ (ವಿ), (ಯೋಜನೆಗಳು) xyxy=(596,459,698,467)
wcd-ref: ಸಂಖ್ಯೆ/ಉಇನಿ/ಮಮಅಇ/ಪು.ಕೇ.ಕಿಟ್-ಟೆಂಡರ್/2025-26 ದಿ: 22-12-2025 xyxy=(247,97,469,107)
ad-knnl-tender xyxy=(707,765,938,1061)
mibgm-dept1: ಸಣ್ಣ ನೀರಾವರಿ ಮತ್ತು ಅಂತರ್ಜಲ ಅಭಿವೃದ್ಧಿ ಇಲಾಖೆ xyxy=(744,1080,901,1092)
holalkere-col: ಅನುಮೋದನೆ ಗೊಂಡಿರುವ ಮಹಾ ಯೋಜನೆಯಲ್ಲಿರುವ ಭೂ ಉಪಯೋಗ xyxy=(584,666,644,696)
wcd-contact: Ph: 08182-295514 E-mail: ddwcdshimoga@gmail.com xyxy=(256,86,460,96)
wcd-body: 2025-26ನೇ ಸಾಲಿಗೆ ಮಹಿಳಾ ಮತ್ತು ಮಕ್ಕಳ ಅಭಿವೃದ್ಧಿ ಇಲಾಖೆ, ಶಿವಮೊಗ್ಗ ಜಿಲ್ಲೆಯ 7 ಶಿಶು ಅಭಿವೃದ್ಧಿ ಯೋಜನೆಯ 997 ಸಪ್ತದ ಅಂಗನವಾಡಿ ಕೇಂದ್ರಗಳಿಗೆ ಶುದ್ಧ ಶೇಖರಣಾ ಕಿಟ್ (Clean Storage Kits) ಗಳನ್ನು ವಿತರಿಸಲು (https:/kppp.karnataka.gov.in) ಇ-ಪ್ರಕ್ಯೂಮೆಂಟ್ ಮೂಲಕ ಟೆಂಡರ್ ಆಹ್ವಾನಿಸಲಾಗಿದೆ. ಪ್ರಕಟಣೆಯ ಸಂಖ್ಯೆ: DDWCDSMG/SAKSHAM/AWC/CSF/2025-26 ದಿನಾಂಕ: 22/12/2025 ಕೊನೆಯ ದಿನಾಂಕ: 06/01/2026 ಹೆಚ್ಚಿನ ವಿವರಗಳಿಗಾಗಿ ಮೇಲ್ಕಂಡ ಉಪನಿರ್ದೇಶಕರ ಕಛೇರಿ, ಮಹಿಳಾ ಮತ್ತು ಮಕ್ಕಳ ಅಭಿವೃದ್ಧಿ ಇಲಾಖೆ, ಶಿವಮೊಗ್ಗ ಇಲ್ಲಿ ಸಂಪರ್ಕಿಸಬಹುದಾಗಿದೆ. xyxy=(247,129,469,192)
kbjnl-name: ಕೃಷ್ಣಾ ಭಾಗ್ಯ ಜಲ ನಿಗಮ ನಿಯಮಿತ xyxy=(137,923,255,935)
work-indent: 2. PWD/2025-26/BD/WORK_INDENT30317 xyxy=(362,1022,496,1030)
mescom-logo-icon: M xyxy=(486,308,510,330)
edition-day: ಮಂಗಳವಾರ xyxy=(63,18,105,29)
hims-body: ಕ್ರ. ಸಂ.ಟೆಂಡರ್ ಅಧಿಸೂಚನೆ ಸಂಖ್ಯೆ 01)ಹಿಮ್ಸ್/ಹೆಚ್‌ಎಸ್/ಹಿಯುಆರ್(ಟಿಡಿಆರ್)/4/2025 ಎವರ ಹಿಮ್ಸ್ ಸಂಸ್ಥೆಯ ಬೋಧಕ ಆಸ್ಪತ್ರೆಯ ವಿಭಾಗಗಳಿಗೆ ಅವಶ್ಯವಿರುವ Dialysis items, Vaccines & Immunologicals ಗಳನ್ನು ಮರು ಇ-ಟೆಂಡರ್ ಮೂಲಕ ಸರಬರಾಜು ಪಡೆಯುವ ಬಗ್ಗೆ, ಆನ್‌ಲೈನ್ ಮೂಲಕ ಅರ್ಜಿ ಸಲ್ಲಿಕೆ ದಿನಾಂಕ 23.12.2025 ರಿಂದ 07.01.2026 ರವರೆಗೆ ಅಂದಾಜು ಮೊತ್ತ (ಲಕ್ಷಗಳಲ್ಲಿ)41.23 ಇ.ಎಂ.ಡಿ ಮೊತ್ತ (ಲಕ್ಷಗಳಲ್ಲಿ)01.00 02)ಹಿಮ್ಸ್/ಹೆಚ್‌ಎಸ್/ಹಿಯುಆರ್(ಟಿಡಿಆರ್)/5/2025 ಎವರ ಹಿಮ್ಸ್ ಸಂಸ್ಥೆಯ ಬೋಧಕ ಆಸ್ಪತ್ರೆಯ ವಿಭಾಗಗಳಿಗೆ ಅವಶ್ಯವಿರುವ ಔಷಧ (Tablets & Injections)ಗಳನ್ನು ಮರು ಇ-ಟೆಂಡರ್ ಮೂಲಕ ಸರಬರಾಜು ಪಡೆಯುವ ಬಗ್ಗೆ, ಆನ್‌ಲೈನ್ ಮೂಲಕ ಅರ್ಜಿ ಸಲ್ಲಿಕೆ ದಿನಾಂಕ 23.12.2025 ರಿಂದ 07.01.2026 ರವರೆಗೆ ಅಂದಾಜು ಮೊತ್ತ (ಲಕ್ಷಗಳಲ್ಲಿ)70.10 ಇ.ಎಂ.ಡಿ ಮೊತ್ತ (ಲಕ್ಷಗಳಲ್ಲಿ)01.00 03)ಹಿಮ್ಸ್/ಹೆಚ್‌ಎಸ್/ಹಿಯುಆರ್(ಟಿಡಿಆರ್)/6/2025 ಎವರ ಹಿಮ್ಸ್ ಸಂಸ್ಥೆಯ ಬೋಧಕ ಆಸ್ಪತ್ರೆಯ ವಿಭಾಗಗಳಿಗೆ ಅವಶ್ಯವಿರುವ ಔಷಧ ಸಾಮಗ್ರಿ (Miscellaneous items & Sutures)ಗಳನ್ನು ಮರು ಇ-ಟೆಂಡರ್ ಮೂಲಕ ಸರಬರಾಜು ಪಡೆಯುವ ಬಗ್ಗೆ, ಆನ್‌ಲೈನ್ ಮೂಲಕ ಅರ್ಜಿ ಸಲ್ಲಿಕೆ ದಿನಾಂಕ 23.12.2025 ರಿಂದ 07.01.2026 ರವರೆಗೆ ಅಂದಾಜು ಮೊತ್ತ (ಲಕ್ಷಗಳಲ್ಲಿ)50.47 ಇ.ಎಂ.ಡಿ ಮೊತ್ತ (ಲಕ್ಷಗಳಲ್ಲಿ)01.00 ಟೆಂಡರ್ ಪ್ರಕ್ರಿಯೆ ದಿನಾಂಕಗಳನ್ನು ಹಾಗೂ ಇತರೆ ವಿವರಗಳನ್ನು ಕರ್ನಾಟಕ ಸರ್ಕಾರದ ಇ-ಪ್ರೊಕ್ಯೂರ್ಮೆಂಟ್ ಪೋರ್ಟಲ್ ಸಿಸ್ಟಂ ಮುಖಾಂತರ kppp.karnataka.gov.in ವೆಬ್‌ಸೈಟ್‌ನಲ್ಲಿ ವೀಕ್ಷಿಸಬಹುದು. ಹೆಚ್ಚಿನ ಮಾಹಿತಿಗಾಗಿ ಕಛೇರಿ ಕೆಲಸದ ವೇಳೆಯಲ್ಲಿ (ರಜಾ ದಿನಗಳನ್ನು ಹೊರತುಪಡಿಸಿ) ಸಂಪರ್ಕಿಸಬಹುದಾಗಿದೆ. xyxy=(15,404,342,512)
holalkere-web: Web Site:www.holalkeretown.mrc.gov.in xyxy=(460,558,594,566)
pwdsmg-sig: ಸಹಿ/- ಕಾ.ಇಂ, ಲೋಕೋಪಯೋಗಿ ಇಲಾಖೆ, ವಿಭಾಗ, ಶಿವಮೊಗ್ಗ xyxy=(792,679,932,687)
ad-hims-tender xyxy=(8,292,348,580)
mescom-name: ಮಂಗಳೂರು ವಿದ್ಯುಚ್ಛಕ್ತಿ ಸರಬರಾಜು ಕಂಪನಿ ನಿಯಮಿತ xyxy=(533,308,679,318)
cal-title: Calander of Events: xyxy=(362,1049,428,1057)
election-sig1: ಸಹಿ/- (ರೂಪೇಶ), ರಿಟರ್ನಿಂಗ್ ಅಧಿಕಾರಿಗಳು xyxy=(543,205,641,213)
court-applicants: ಅರ್ಜಿದಾರರು: 1) ಶಾರದಾ ಬಿನ್ ರಾಮದಾಸ್, 56 ವರ್ಷ, 2)ವಿಜಯ ಬಿನ್ ರಾಮದಾಸ್, 58 ವರ್ಷ, 4ನೇ ತಿರುವು ಬೈಲ್ ರಸ್ತೆ, ಹೊಸಮನೆ, ಶಿವಮೊಗ್ಗ. xyxy=(14,87,232,104)
ad-wcd-tender xyxy=(241,62,475,288)
pwddwd-ref-date: ದಿನಾಂಕ: 20-12-2025 xyxy=(637,883,693,891)
pwdsmg-gov: ಕರ್ನಾಟಕ ಸರ್ಕಾರ xyxy=(800,459,845,466)
cal-title: Calander of Events: xyxy=(362,1219,428,1227)
knnl-sig: ಸಹಿ/- ಕಾರ್ಯನಿರ್ವಾಹಕ ಇಂಜಿನೀಯರರು ಕೆನಿನಿ, ಮಲಪ್ರಭಾ ವಿಭಾಗ ಸಂ. 3 ಬ್ಯಾಹಟ್ಟಿ xyxy=(849,985,931,1001)
court-case-no: ಸಿ.ಮಿಸ್.ಸಂಖ್ಯೆ: 288/2025 xyxy=(89,78,157,86)
knnl-code: ಡಿಐಪಿಆರ್/ಧಾರವಾಡ/1016/ ಮನ್ಸೂರ್/2025-26 xyxy=(714,987,804,994)
housead-line: ಹಾಕುವ ಹುಡುಗರಲ್ಲಿ xyxy=(383,299,443,310)
election-sig2: ಕೃಷಿಕ್ ಸೌಹಾರ್ದ ಸಹಕಾರಿ ಸಂಘ ನಿ, ಸಾಗರ xyxy=(544,214,640,222)
cyan-dot xyxy=(140,1444,149,1453)
edition-date: 23 ಡಿಸೆಂಬರ್ 2025 xyxy=(63,29,132,40)
mibgm-ref-date: Date:22-12-2025 xyxy=(883,1129,929,1136)
hims-bar: ಇ-ಟೆಂಡರ್ ಪ್ರಕಟಣೆ xyxy=(13,386,343,401)
knnl-p2: ಇ-ಪೋರ್ಟಲ್ ಮೂಲಕ ಟೆಂಡರ್‌ನ್ನು ದಿನಾಂಕ: 12-01-2026 ರ ಸಾಯಂಕಾಲ 4:00 ಗಂಟೆಗೆ ಸಲ್ಲಿಸಬಹುದಾಗಿದೆ. ಬಿಡ್ ತೆರೆಯುವ ದಿನಾಂಕ: 14-01-2026 ರಂದು ಬೆಳಿಗ್ಗೆ 11:00 ಗಂಟೆ ಹಾಗೂ ಕಾಮಗಾರಿದಾರರು ಇತರೆ ವಿವರಗಳನ್ನು ಇ-ಪ್ರೊಕ್ಯೂರ್ಮೆಂಟ್ ಪೋರ್ಟಲ್ ವೆಬ್‌ಸೈಟ್ ಮುಖೇನ http://kppp.karnataka.gov.in ಮೂಲಕ ಪಡೆಯಬಹುದಾಗಿದೆ. ಹೆಚ್ಚಿನ ಮಾಹಿತಿಗಾಗಿ ಈ ಕಚೇರಿ ದೂರವಾಣಿ ಸಂಖ್ಯೆ: 0836-2315225 ನ್ನು ಕಛೇರಿಯ ವೇಳೆಯಲ್ಲಿ ಸಂಪರ್ಕಿಸಬಹುದಾಗಿದೆ. xyxy=(714,938,931,981)
housead-line: ಹಾಗೂ xyxy=(402,314,424,325)
wcd-sig: ಸಹಿ/- ಉಪನಿರ್ದೇಶಕರು, ಮಹಿಳಾ ಮತ್ತು ಮಕ್ಕಳ ಅಭಿವೃದ್ಧಿ ಇಲಾಖೆ, ಶಿವಮೊಗ್ಗ. xyxy=(247,195,422,203)
work-indent: 12. PWD/2025-26/BD/WORK_INDENT22301 xyxy=(362,1200,500,1208)
masthead-logo xyxy=(685,6,881,50)
work-indent: 7. PWD/2025-26/RD/WORK_INDENT29730 xyxy=(397,1098,532,1106)
hims-sig1: ಸಹಿ/- ಮುಖ್ಯ ಆಡಳಿತಾಧಿಕಾರಿಗಳು, ಹಾಸನ xyxy=(247,514,341,522)
kbjnl-p2: ಟೆಂಡರಿಗೆ ಸಂಬಂಧಿಸಿದ ಹೆಚ್ಚಿನ ಮಾಹಿತಿಯನ್ನು ಕೆಳಕಂಡ ಕಚೇರಿಯಿಂದ ಅಥವಾ ವೆಬ್‌ಸೈಟಿನಲ್ಲಿ www.kppp.karnataka.gov.in ಪಡೆದುಕೊಳ್ಳಬಹುದು. xyxy=(15,1094,341,1112)
work-indent: 14. PWD/2025-26/BD/WORK_INDENT27630/Call-2 xyxy=(362,1209,520,1217)
work-indent: 13. PWD/2024-25/BD/WORK_INDENT19499/Call-2 xyxy=(527,1200,685,1208)
mundgod-work1: ಕಾಮಗಾರಿ ವಿವರ: (1) ಕಟ್ಟಿಗಳ್ಳಿ ಕೆರೆಗೆ ಸೇರುವ ಕೊಳಚೆ ನೀರನ್ನು ಸಂಸ್ಕರಿಸಲು ಕಾಲುವೆ ನಿರ್ಮಿಸುವುದು ಮತ್ತು ಸದರಿ ಕಾಲುವೆ ಮೇಲೆ ನಿಗಧಿತ ಅಂತರದಲ್ಲಿ ಸಂಗ್ರಹಹೊಂಡ ಅಳವಡಿಸಿ ಜೈವಿಕ ದ್ರಾವಣ ಹೂಡೈಸುವುದು. DMA/2025-26/OW/WORK_INDENT48031Call-2, ಟೆಂಡರ/ಇಚ್ಛೆ ಮೊತ್ತ: ರೂ. 24.79 ಲಕ್ಷ, ಇ.ಎಮ್.ಡಿ.: ರೂ. 50000/- ಮೀಸಲಾತಿ: ಸಾಮಾನ್ಯ, ಗುತ್ತಿಗೆದಾರರ ದರ್ಜೆ: ಅರ್ಹ ಸಿವಿಲ್ ಗುತ್ತಿಗೆದಾರರು xyxy=(15,758,341,784)
housead-brand: ಹೊಸ ದಿಗಂತ xyxy=(384,374,442,390)
kbjnl-sub2: ಕಾರ್ಯಪಾಲಕ ಇಂಜಿನೀಯರರು, ಕೃಭಾಜನಿನಿ, ಇಂಶಾಖಾ, ನಿಮಹೋ, xyxy=(110,944,282,954)
ad-minor-irrigation-belagavi xyxy=(707,1066,938,1405)
page-number-box xyxy=(875,14,942,50)
cauvery-sub1: (ಕರ್ನಾಟಕ ಸರ್ಕಾರದ ಉದ್ಯಮ) xyxy=(808,80,869,86)
pwdsmg-p1: ಕರ್ನಾಟಕ ಲೋಕೋಪಯೋಗಿ ಇಲಾಖೆಯಲ್ಲಿ ಅರ್ಹ ನೋಂದಾಯಿತ 3 & 4ನೇ ದರ್ಜೆ ಮೇಲ್ಪಟ್ಟ ಗುತ್ತಿಗೆದಾರರಿಂದ ಇ-ಪ್ರಕ್ಯೂರಮೆಂಟ್ ಆವೃತ್ತಿ-2.0 kppp.karnataka.gov.in ಮೂಲಕ ಈ ಕೆಳಕಂಡ ಕಾಮಗಾರಿಗಳಿಗೆ ಟೆಂಡರ್ ಆಹ್ವಾನಿಸಲಾಗಿದೆ. xyxy=(713,530,932,556)
housead-cta: ಲಭ್ಯ ಕೇಳಿ ಪಡೆಯಿರಿ... xyxy=(379,401,447,413)
mundgod-work2: (2) Environmental monitoring and sample analysis and Supplying safty equipments, diesel to Legacy waste processing under Swachh Bdarath (urban) - 2.0 at Mundgod TP SWM Site, DMA/2024-25/Se3097/Call-6, ಟೆಂಡರಿನ ಮೊತ್ತ: ರೂ. 15.33 ಲಕ್ಷ, ಇ.ಎಮ್.ಡಿ.: ರೂ.38325/- ಮೀಸಲಾತಿ: ಸಾಮಾನ್ಯ, ಗುತ್ತಿಗೆದಾರರ ದರ್ಜೆ: ಅರ್ಹ ಗುತ್ತಿಗೆದಾರರು. xyxy=(15,786,341,811)
pwddwd-ift-sub: ಇ-ಪ್ರೊಕ್ಯೂರ್ಮೆಂಟ್ ಟೆಂಡರ ಪ್ರಕಟಣೆ (ಸ್ಟ್ಯಾಂಡರ್ಡ್ ಡಾಕ್ಯುಮೆಂಟ್ ಮೂಲಕ) xyxy=(443,930,611,938)
work-indent: 10. PWD/2025-26/BG/WORK_INDENT29468 (Extension) xyxy=(442,1124,619,1132)
mundgod-sig: ಸಹಿ/- ಮುಖ್ಯಾಧಿಕಾರಿ ಪಟ್ಟಣ ಪಂಚಾಯತ ಮುಂಡಗೋಡ xyxy=(265,816,341,833)
ad-cauvery-tender xyxy=(707,62,938,450)
cauvery-code: ಮಾಸಾಸಂಇ/ಹಾಸನ/667/ಕೆಎಸ್‌ಎಂಸಿಎ/2025-26 xyxy=(714,299,803,306)
pwddwd-code: ಡಿಐಪಿಆರ್/ಧಾರವಾಡ/1017/ಮನ್ಸೂರ್/2025-26 xyxy=(359,1288,448,1295)
knnl-bar: ಟೆಂಡರ್ ಪ್ರಕಟಣೆ (4ನೇ ಕರೆ) xyxy=(712,847,933,865)
cauvery-sig: ಸಹಿ/- ಕಾರ್ಯಪಾಲಕ ಇಂಜಿನಿಯರ್, ಹೇಮಾವತಿ ಅಣೆಕಟ್ಟು ವಿಭಾಗ, ಕಾನೀನಿನಿ, ಗೊರೂರು xyxy=(735,289,931,297)
work-indent: 11. PWD/2025-26/BG/WORK_INDENT29469 (Extension) xyxy=(442,1133,619,1141)
pwdsmg-work1: 3054-03-337-0-05-200 ರಾಜ್ಯ ಹೆದ್ದಾರಿ ರಸ್ತೆ ನಿರ್ವಹಣೆ ಅಡಿ ಸೊರಬ ತಾಲ್ಲೂಕು | ಕಾಮಗಾರಿ (I.No:SE0799) xyxy=(713,567,932,584)
mundgod-title: ಪಟ್ಟಣ ಪಂಚಾಯತ, ಮುಂಡಗೋಡ (ಉತ್ತರ ಕನ್ನಡ ಜಿಲ್ಲೆ)-581349 xyxy=(59,598,297,611)
pwddwd-group3 xyxy=(359,1190,695,1264)
court-body: ಮೇಲ್ಕಂಡ ಪ್ರಕರಣಕ್ಕೆ ಸಂಬಂಧಿಸಿದಂತೆ ಅರ್ಜಿದಾರರು ತಮ್ಮ ತಂದೆಯವರಾದ ರಾಮದಾಸ್ ಇವರು ದಿನಾಂಕ:22-02-1993ರಲ್ಲಿ 4ನೇ ತಿರುವು ಬೈಲ್ ರಸ್ತೆ, ಹೊಸಮನೆ, ಶಿವಮೊಗ್ಗ ತಮ್ಮ ಮನೆಯಲ್ಲಿ ಮರಣ ಹೊಂದಿದ್ದು ಇವರ ಮರಣ ಪ್ರಮಾಣ ಪತ್ರವನ್ನು ಪಡೆಯಲು ನ್ಯಾಯಾಲಯದಲ್ಲಿ ಅರ್ಜಿಯನ್ನು ಹಾಕಿದ್ದು, ಸದರಿ ಪ್ರಕರಣದ ಮುಂದಿನ ವಿಚಾರಣೆಯು ದಿನಾಂಕ: 20-01-2026 ರಂದು ಬೆಳಿಗ್ಗೆ 11 ಗಂಟೆಗೆ ಇರುತ್ತದೆ. ಸದರಿ ದಿನದಂದು ಸಾರ್ವಜನಿಕರಲ್ಲಿ ಯಾರಿಗಾದರೂ ಆಸಕ್ತಿ ಇದ್ದಲ್ಲಿ ಖುದ್ದಾಗಿ ಅಥವಾ ತಮ್ಮ ಪರವಾಗಿ ವಕೀಲರ ಮುಖಾಂತರವಾಗಿ ಮಾನ್ಯ ನ್ಯಾಯಾಲಯಕ್ಕೆ ಹಾಜರಾಗಿ ತಮ್ಮ ಹೇಳಿಕೆಗಳನ್ನು ಸಲ್ಲಿಸಬಹುದಾಗಿದೆ. ತಪ್ಪಿದಲ್ಲಿ ಮಾನ್ಯ ನ್ಯಾಯಾಲಯವು ತಮ್ಮ ಗೈರು ಹಾಜರಿಯಲ್ಲಿ ಏಕಪಕ್ಷೀಯವಾಗಿ ತೀರ್ಮಾನ ಮಾಡಲಾಗುತ್ತದೆ ಎಂದು ತಿಳಿಯತಕ್ಕದ್ದು. xyxy=(14,136,232,204)
mundgod-ref-date: ದಿನಾಂಕ: 19-12-2025 xyxy=(283,635,339,643)
ad-pwd-shivamogga xyxy=(707,455,938,761)
imprint-footer xyxy=(0,1408,945,1431)
work-indent: 4. PWD/2025-26/BD/WORK_INDENT29141 xyxy=(362,1031,496,1039)
cauvery-bar: ಅಲ್ಪಾವಧಿ ಟೆಂಡರ್ ಪ್ರಕಟಣೆ ಸಂಖ್ಯೆ: 10/2025-26, Date:22.12.2025 xyxy=(712,107,933,134)
mibgm-contact: ದೂರವಾಣಿ ಸಂ:(0831) 2463850/ಫ್ಯಾಕ್ಸ್ ಸಂ:(0831) 2423008 xyxy=(744,1117,901,1125)
pwdsmg-code: ಮಾ.ಸಾ.ಸಂ.ಇ/ಕೆಎಸ್‌ಎಂಸಿಎ/ಡಿ/25-26/138/12/1445 xyxy=(713,690,813,697)
mibgm-dept3: ಮತ್ತು ಅಂತರ್ಜಲ ಅಭಿವೃದ್ಧಿ ಇಲಾಖೆ ವಿಭಾಗ, ಬೆಳಗಾವಿ. xyxy=(738,1104,907,1116)
wcd-bar: ಇ-ಪ್ರೊಕ್ಯೂರಮೆಂಟ್ ಟೆಂಡರ್ ಪ್ರಕಟಣೆ xyxy=(245,111,471,126)
mescom-ref-date: ದಿನಾಂಕ: 20.12.2025 xyxy=(650,346,696,353)
holalkere-sig: ಸಹಿ/-ಮುಖ್ಯಾಧಿಕಾರಿಗಳು, ಪುರಸಭೆ, ಹೊಳಲ್ಕೆರೆ xyxy=(592,746,695,754)
cal-line: 3) ತಾಂತ್ರಿಕ ಬಿಡ್ ತೆರೆಯುವ ದಿನಾಂಕ : 19-01-2026 (ಸಾಯಂಕಾಲ 16:30 ಗಂಟೆಯ ನಂತರ) xyxy=(362,1168,564,1176)
housead-phone1: 88612 09077 xyxy=(375,431,451,447)
hims-en-name: HASSAN INSTITUTE OF MEDICAL SCIENCES, HASSAN xyxy=(55,316,333,329)
cmyk-registration-marks xyxy=(630,1444,675,1453)
mundgod-body: ಕರ್ನಾಟಕ ಸರ್ಕಾರದ ಸಾರ್ವಜನಿಕ ಪಾರದರ್ಶಕ ಕಾಯ್ದೆ 1999 ಹಾಗೂ ನಿಯಮ -2000 ರಂತೆ ಅಮೃತ ನಿರ್ಮಲ ನಗರ ಹಾಗೂ SBM 2.0 ಅನುದಾನದಲ್ಲಿ ಮಂಜೂರಾದ ಈ ಕೆಳಕಂಡ ಕಾಮಗಾರಿಯನ್ನು, ಕಾಮಗಾರಿಗಳನ್ನು ಕರ್ನಾಟಕ ಸಾರ್ವಜನಿಕ ಸಂಗ್ರಹಣೆಯ ಪೋರ್ಟಲ್ ಮೂಲಕ ಏಕ ಲಕೋಟೆ ಪದ್ಧತಿಯಲ್ಲಿ ಟೆಂಡರ್ ಡಾಕ್ಯುಮೆಂಟ್ ನಿಬಂಧನೆಗೊಳಪಟ್ಟಂತೆ, ಲೋಕಪಯೋಗಿ ಇಲಾಖೆಯಲ್ಲಿ ನೋಂದಾಯಿತ ಅರ್ಹ ಗುತ್ತಿಗೆದಾರರಿಂದ ನಿಶ್ಚಿತ ಕಾಮಗಾರಿಯ ಹೆಸರನ್ನು ನಮೂದಿಸಿದ ಏಟಂದಾರು ಟೆಂಡರಗಳನ್ನು ಕರ್ನಾಟಕ ಸಾರ್ವಜನಿಕ ಸಂಗ್ರಹಣೆಯ ಪೋರ್ಟಲ್ ಮೂಲಕ ಕರೆಯಲಾಗಿದ್ದು, ಕರ್ನಾಟಕ ಸಾರ್ವಜನಿಕ ಸಂಗ್ರಹಣೆಯ ಪೋರ್ಟಲ್ ನಿಯಮಗಳ ಮತ್ತು ಟೆಂಡರ ಕರಾರುಗಳ ಅನ್ವಯ ಟೆಂಡರ್ ಫಾರ್ಮಗಳನ್ನು ಪಡೆಯುವುದು, ಭರ್ತಿ ಮಾಡುವುದು ಮತ್ತು ಸಲ್ಲಿಸುವುದು https://kppp.karnataka.gov.in/ ವೆಬ್‌ಸೈಟ್ ಮುಖಾಂತರ ಮಾತ್ರ, xyxy=(15,677,341,728)
holalkere-col: ಗ್ರಾಮ xyxy=(473,666,503,696)
mibgm-body: ಕರ್ನಾಟಕ ಸಾರ್ವಜನಿಕ ಸಂಗ್ರಹಣೆಯಲ್ಲಿ ಪಾರದರ್ಶಕತೆ ಕಾಯ್ದೆ ಅಧಿನಿಯಮ-2000ರ ಮತ್ತು ಇತ್ತೀಚಿನ ತಿದ್ದುಪಡಿಗಳಂತೆ, ಅರ್ಹ ಗುತ್ತಿಗೆದಾರರಿಂದ ಏಕ ದರದಂತೆ ಗುತ್ತಿಗೆಯನ್ನು "ಕೆಪಿಪಿಪಿ" ಮುಖಾಂತರ ಕಾರ್ಯನಿರ್ವಾಹಕ ಇಂಜಿನೀಯರರು ಸಣ್ಣ ನೀರಾವರಿ ಮತ್ತು ಅಂತರ್ಜಲ ಅಭಿವೃದ್ಧಿ ಇಲಾಖೆ, ವಿಭಾಗ, ಬೆಳಗಾವಿ ಇವರಿಂದ ಆಹ್ವಾನಿಸಲಾಗಿದೆ. ಬೆಳಗಾವಿ/ಅಥಣಿ/ಗೋಕಾಕ ಉಪ ವಿಭಾಗಗಳಡಿಯ ಒಟ್ಟು 19 ಕಾಮಗಾರಿಗಳ ಅಂದಾಜು ಮೊತ್ತ ಗರಿಷ್ಠ ರೂ.482.50 ಲಕ್ಷಗಳು ಹಾಗೂ ಕನಿಷ್ಠ ರೂ.07.00 ಲಕ್ಷಗಳು. 1. ಕೆ.ಡಬ್ಲ್ಯೂ-4 ಕಾಮಗಾರಿಗಾಗಿ ಪೂರ್ವ ಟೆಂಡರ ಸಭೆಯು ದಿನಾಂಕ:29-12-2025 ಮುಂ 11.00 ಘಂಟೆಗೆ. 2. ಟೆಂಡರ ಸ್ವೀಕರಿಸುವ ಕೊನೆಯ ದಿನಾಂಕ:30-12-2025 ಸಾಯಂಕಾಲ 4.00 ಗಂಟೆಯವರೆಗೆ. 3. ಟೆಂಡರ ತೆರೆಯುವ ದಿನಾಂಕ:31-12-2025 ಸಂಜೆ 4.30 ಘಂಟೆಗೆ ಮುಂದುವರೆದು (ಸಾಧ್ಯವಾದಲ್ಲಿ). 4.ಹೆಚ್ಚಿನ ವಿವರಗಳಿಗೆ ಸಂಪರ್ಕಿಸುವ ವಿಳಾಸ:ಕಾರ್ಯನಿರ್ವಾಹಕ ಅಭಿಯಂತರರು, ಸಣ್ಣ ನೀರಾವರಿ ಮತ್ತು ಅಂತರ್ಜಲ ಅಭಿವೃದ್ಧಿ ಇಲಾಖೆ ವಿಭಾಗ, ಬೆಳಗಾವಿ & www.kppp.gov.in xyxy=(714,1160,931,1257)
cal-line: 2) ಗುತ್ತಿಗೆ ಪತ್ರಗಳನ್ನು ಸ್ವೀಕರಿಸುವ ಕೊನೆಯ ದಿನಾಂಕ : 28-01-2026 (ಸಾಯಂಕಾಲ 16:00 ಗಂಟೆಯವರೆಗೆ) xyxy=(362,1235,592,1243)
kbjnl-amt1: ಗರಿಷ್ಠ ಮೊತ್ತ ರೂ: 18.92 ಲಕ್ಷ – ಕನಿಷ್ಠ ಮೊತ್ತ ರೂ: 10.16 ಲಕ್ಷ xyxy=(15,1076,163,1084)
holalkere-contact: ದೂರವಾಣಿ: 08191275151/200027 ಇ ಮೇಲ್: tpholalkere@yahoo.com, xyxy=(422,549,632,556)
pwdsmg-work2: 3054-04-337-1-10-200 ಜಿಲ್ಲಾ ಮುಖ್ಯ ರಸ್ತೆಗಳ ನಿರ್ವಹಣೆ ಅಡಿ ಸೊರಬ ತಾಲ್ಲೂಕು | ಕಾಮಗಾರಿ (I.No:SE0828) xyxy=(713,594,932,611)
pwddwd-group1 xyxy=(359,1012,695,1095)
cal-line: 2) ಗುತ್ತಿಗೆ ಪತ್ರಗಳನ್ನು ಸ್ವೀಕರಿಸುವ ಕೊನೆಯ ದಿನಾಂಕ : 17-01-2026 (ಸಾಯಂಕಾಲ 16:00 ಗಂಟೆಯವರೆಗೆ) xyxy=(362,1159,592,1167)
mescom-bar-sub: (ಕೆ.ಪಿ.ಪಿ. ಪೋರ್ಟಲ್ ಮೂಲಕದಲ್ಲಿ ಮಾತ್ರ) xyxy=(551,373,633,380)
group-label: 2) ಸಾಮಾನ್ಯ : xyxy=(362,1098,394,1106)
wcd-code: ಮಾ.ಸಾ.ಸಂ.ಇ/ಕೆಂ/25-26/131/12/1451 xyxy=(247,205,324,212)
pwdsmg-ref: ಟೆಂಡರ್ ಪ್ರಕಟಣೆ ಸಂಖ್ಯೆ ಕಾಪಾಇ/ಶಿಏಪಿ/ಜೇಇ-1/ಬಿಎಫ್‌ಟಿ-36/2025-26 xyxy=(713,494,866,502)
imprint-line2: and Published at 'Madhura Nilaya', 4th Cross, Durgigudi, Park Extension, Shivamogga 577202. Ph: (08182) 401752, 8861209076. Editor : P.S. Prakash, Group Editor : Vinayak S. Bhat. xyxy=(139,1422,806,1431)
knnl-highlight1: Indent No: 3081 ಕಾಮಗಾರಿಯ ಅಂದಾಜು ಮೊತ್ತ ರೂ. 75.00 ಲಕ್ಷಗಳು xyxy=(714,913,931,925)
pwddwd-closing: ಕಾಮಗಾರಿಗಳಿಗೆ ಸಂಬಂಧಿಸಿದ ಎಲ್ಲಾ ವಿವರಗಳನ್ನು ಅಂತರ್ಜಾಲ ವಿಳಾಸ http://www.kppp.karnataka,gov.in ದಲ್ಲಿ ಹಾಗೂ ಲೋಕೋಪಯೋಗಿ ಇಲಾಖೆ ಧಾರವಾಡ ವಿಭಾಗ ಕಛೇರಿಯಿಂದ ಕಛೇರಿಯ ವೇಳೆಯಲ್ಲಿ ಪಡೆಯಬಹುದಾಗಿರುತ್ತದೆ. xyxy=(359,1265,695,1282)
kbjnl-amt2: ಗರಿಷ್ಠ ಇ.ಎಂ.ಡಿ ರೂ: 25400/- – ಕನಿಷ್ಠ ಇ.ಎಂ.ಡಿ ರೂ: 14300/- xyxy=(15,1085,168,1093)
pwdsmg-dept2: ಲೋ.ಇ ವಿಭಾಗ, ಶಿವಮೊಗ್ಗ xyxy=(781,479,864,491)
mescom-ref-no: ಸಂಖ್ಯೆ: ಮು.ವಿ.ಸ.ಕಂ/ಅ.ಇಂ.(ಯೋ)/ಕಾ.ನಿ.ಇಂ(ಋ)/25-26/2879 xyxy=(488,346,612,353)
mibgm-sig: ಸಹಿ/-ಕಾರ್ಯನಿರ್ವಾಹಕ ಅಭಿಯಂತರರು, ಸ.ನೀ ಮತ್ತು ಅಂ.ಅ.ಇ ವಿಭಾಗ, ಬೆಳಗಾವಿ. xyxy=(846,1260,931,1277)
ad-mundgod-tender xyxy=(8,585,348,913)
election-title: ರಿಟರ್ನಿಂಗ್ ಅಧಿಕಾರಿಗಳು ಕೃಷಿಕ್ ಸೌಹಾರ್ದ ಸಹಕಾರಿ ಸಂಘ ನಿ,. ಮಾರ್ಕೇಟ್ ರಸ್ತೆ, ಸಾಗರ, ಹಾಗೂ ಸಹಕಾರ ಸಂಘಗಳ ನಿರೀಕ್ಷಕರು ಸಸಂಸನಿ ಕಛೇರಿ ಸಾಗರ. xyxy=(490,66,694,86)
pwd-dharwad-logo-icon: ☸ xyxy=(359,840,387,868)
housead-brand-sub: ಕನ್ನಡ ದಿನ ಪತ್ರಿಕೆ xyxy=(399,391,427,398)
housead-phone2: 9964391692 xyxy=(376,448,450,464)
work-indent: 8. PWD/2025-26/RD/WORK_INDENT30871 xyxy=(542,1098,634,1115)
holalkere-col: ತಾಲ್ಲೂಕು xyxy=(443,666,473,696)
mundgod-dates: (1) ಪ್ರಿ ಬಿಡ್ ಮೀಟಿಂಗ್ ದಿನಾಂಕ: 26-12-2025 ರ ಸಾಯಂಕಾಲ 03.00 ಗಂಟೆಯವರೆಗೆ (2) ಟೆಂಡರಗಳನ್ನು ಸಲ್ಲಿಸಲು ಕೊನೆಯ ದಿನಾಂಕ: 31-12-2025 ರ ಸಾಯಂಕಾಲ 04.00 ಗಂಟೆಯವರೆಗೆ. (3) ತಾಂತ್ರಿಕ ಬಿಡ್ ತೆರೆಯುವ ದಿನಾಂಕ: 01-01-2026 ರ ಸಾಯಂಕಾಲ 05.00 ಗಂಟೆಯವರೆಗೆ. (4) ಆರ್ಥಿಕ ಬಿಡ್ ತೆರೆಯುವ ದಿನಾಂಕ: 05-01-2026 ರ ಸಾಯಂಕಾಲ 05.00 ಗಂಟೆಯವರೆಗೆ. (ರಜೆ ಇದ್ದಲ್ಲಿ ಕಛೇರಿ ಅವಧಿಯ ಮುಂದಿನ ದಿನಾಂಕ ಪರಿಗಣಿಸುವುದು) xyxy=(15,731,341,756)
black-dot xyxy=(176,1444,185,1453)
mundgod-bar-sub: (ಕರ್ನಾಟಕ ಸಾರ್ವಜನಿಕ ಸಂಗ್ರಹಣೆಯ ಪೋರ್ಟಲ್ ಮುಖಾಂತರ ಮಾತ್ರ) xyxy=(89,667,267,677)
holalkere-col: ಭೂ ಉಪಯೋಗ ಬದಲಾವಣೆ ಕೋರಿರುವ ಜಮೀನಿನ ವಿವರ xyxy=(504,666,584,696)
pwddwd-ref-no: ಕ್ರಸಂ : ಕಾನಿಇಂಧಾ/ಗುತ್ತಿಗೆ/ಪಿ.ಬಿ.1/2025-26/4490 xyxy=(361,883,479,891)
hims-contact: Phone/Fax No.08172-231699, 231599, Email:directorhims@yahoo.com xyxy=(69,373,319,382)
election-bar: ಸಂಘದ ಆಡಳಿತ ಮಂಡಳಿ ಚುನಾವಣಾ ಪ್ರಕಟಣೆ xyxy=(483,105,701,120)
ad-kbjnl-tender xyxy=(8,918,348,1410)
pwdsmg-bar: ಅಲ್ಪಾವಧಿ ಸರ್ವೀಸ್ ಟೆಂಡರ್ ಪ್ರಕಟಣೆ (ದ್ವಿ-ಲಕೋಟೆ ಪದ್ಧತಿ) xyxy=(711,514,934,528)
housead-line: ನಿಮ್ಮ ಮನೆಗೆ ದಿನಪತ್ರಿಕೆ xyxy=(380,285,446,295)
cal-line: 3) ತಾಂತ್ರಿಕ ಬಿಡ್ ತೆರೆಯುವ ದಿನಾಂಕ : 05-01-2026 (ಸಾಯಂಕಾಲ 16:30 ಗಂಟೆಯ ನಂತರ) xyxy=(362,1075,564,1083)
ad-mescom-tender xyxy=(479,303,705,525)
pwddwd-sub1: ಕಾರ್ಯನಿರ್ವಾಹಕ ಇಂಜಿನೀಯರ್‌ರವರ ಕಛೇರಿ, ಧಾರವಾಡ ವಿಭಾಗ, xyxy=(470,861,616,869)
hims-code: ಮಾಸಾಸಂಇ/ಹಿಮ್ಸ್/ಹಾಸನ/864/ಕೆಎಸ್‌ಎಂಸಿಎ/2025-26 xyxy=(15,534,116,541)
cal-line: 3) ತಾಂತ್ರಿಕ ಬಿಡ್ ತೆರೆಯುವ ದಿನಾಂಕ : 29-01-2026 (ಸಾಯಂಕಾಲ 16:30 ಗಂಟೆಯ ನಂತರ) xyxy=(362,1244,564,1252)
court-heading: ಪತ್ರಿಕಾ ಪ್ರಕಟಣೆಗಾಗಿ xyxy=(101,126,145,134)
court-sig-right: ನ್ಯಾಯಾಲಯದ ಅಪ್ಪಣೆ ಮೇರೆಗೆ ಸಹಿ/-ಶಿರಸ್ತೇದಾರರು, ಮಾನ್ಯ ಎರಡನೇ ಜೆ.ಎಂ.ಎಫ್.ಸಿ. ನ್ಯಾಯಾಲಯ, ಶಿವಮೊಗ್ಗ xyxy=(126,208,232,244)
imprint-line1: Hosadigantha kannada daily Printed & Published by P.S. Prakash on behalf of Jnanabharathi Prakashana Limited. Printed at Digantha Mudrana, New Thirthahalli Road, Shivamogga - 577201 xyxy=(127,1413,818,1422)
housead-strip: ಹೊಸ ದಿಗಂತ xyxy=(358,470,468,484)
knnl-sub5: Website: www.knnlindia.com xyxy=(774,824,871,832)
mundgod-ref-no: ಕ್ರ.ಸ.ಪ.ಪಂಮು:ಕಾಏ:ಟೆಂಡರ:2025-26 xyxy=(17,635,108,643)
court-sig-left: ಅರ್ಜಿದಾರರ ಪರ ವಕೀಲರು ವಿಶಾಲ್.ಕೆ.ಎಂ, ವಕೀಲರು ಸ್ಥಳ: ಶಿವಮೊಗ್ಗ ದಿನಾಂಕ:17-12-2025 xyxy=(14,208,74,244)
mundgod-gov: ಕರ್ನಾಟಕ ಸರ್ಕಾರ xyxy=(157,590,199,596)
